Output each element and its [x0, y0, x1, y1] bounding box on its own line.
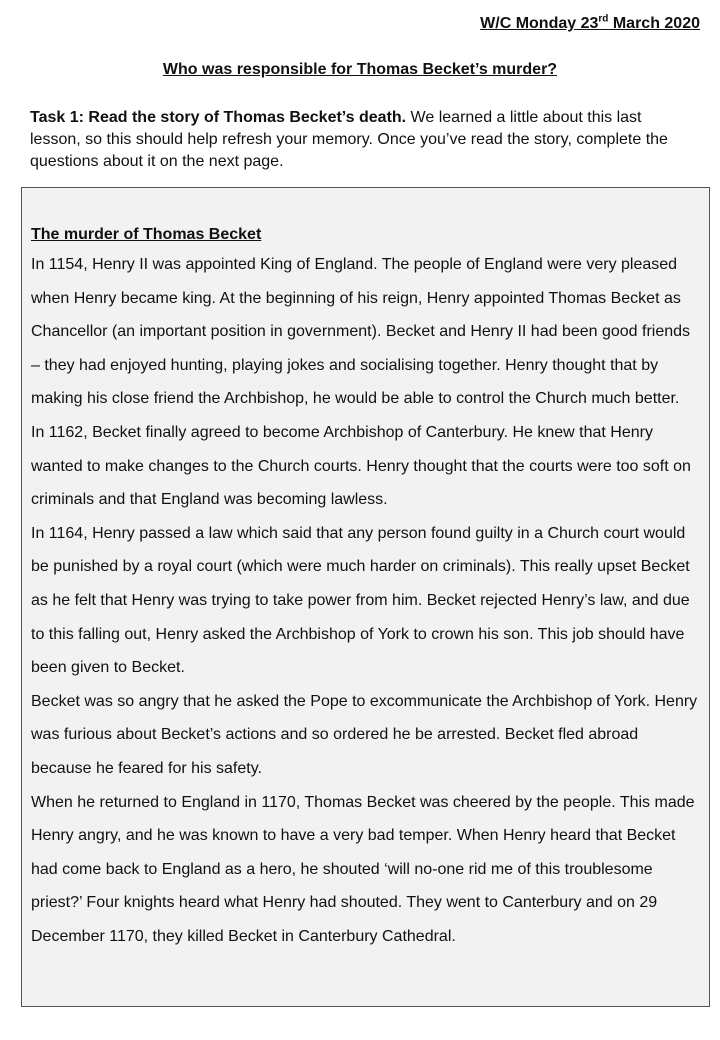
page-title: Who was responsible for Thomas Becket’s murder? [162, 61, 558, 78]
date-prefix: W/C Monday 23 [480, 15, 599, 32]
task-instructions [30, 107, 695, 173]
story-paragraph: In 1162, Becket finally agreed to become Archbishop of Canterbury. He knew that Henry wanted to make changes to the Church courts. Henry thought that the courts were too soft on criminals and that England was becoming lawless. [31, 423, 691, 509]
story-paragraph: When he returned to England in 1170, Thomas Becket was cheered by the people. This made Henry angry, and he was known to have a very bad temper. When Henry heard that Becket had come back to England as a hero, he shouted ‘will no-one rid me of this troublesome priest?’ Four knights heard what Henry had shouted. They went to Canterbury and on 29 December 1170, they killed Becket in Canterbury Cathedral. [31, 793, 695, 945]
story-paragraph: In 1164, Henry passed a law which said that any person found guilty in a Church court would be punished by a royal court (which were much harder on criminals). This really upset Becket as he felt that Henry was trying to take power from him. Becket rejected Henry’s law, and due to this falling out, Henry asked the Archbishop of York to crown his son. This job should have been given to Becket. [31, 524, 690, 677]
task-text: We learned a little about this last lesson, so this should help refresh your memory. Once you’ve read the story, complete the questions about it on the next page. [30, 109, 668, 170]
story-paragraph: In 1154, Henry II was appointed King of England. The people of England were very pleased when Henry became king. At the beginning of his reign, Henry appointed Thomas Becket as Chancellor (an important position in government). Becket and Henry II had been good friends – they had enjoyed hunting, playing jokes and socialising together. Henry thought that by making his close friend the Archbishop, he would be able to control the Church much better. [31, 256, 691, 408]
task-label: Task 1: Read the story of Thomas Becket’s death. [30, 109, 407, 126]
date-suffix: March 2020 [608, 15, 700, 32]
date-superscript: rd [598, 13, 609, 25]
story-paragraph: Becket was so angry that he asked the Pope to excommunicate the Archbishop of York. Henry was furious about Becket’s actions and so ordered he be arrested. Becket fled abroad because he feared for his safety. [31, 692, 698, 777]
worksheet-date [480, 15, 700, 33]
story-heading: The murder of Thomas Becket [31, 226, 262, 243]
story-box [21, 187, 710, 1007]
